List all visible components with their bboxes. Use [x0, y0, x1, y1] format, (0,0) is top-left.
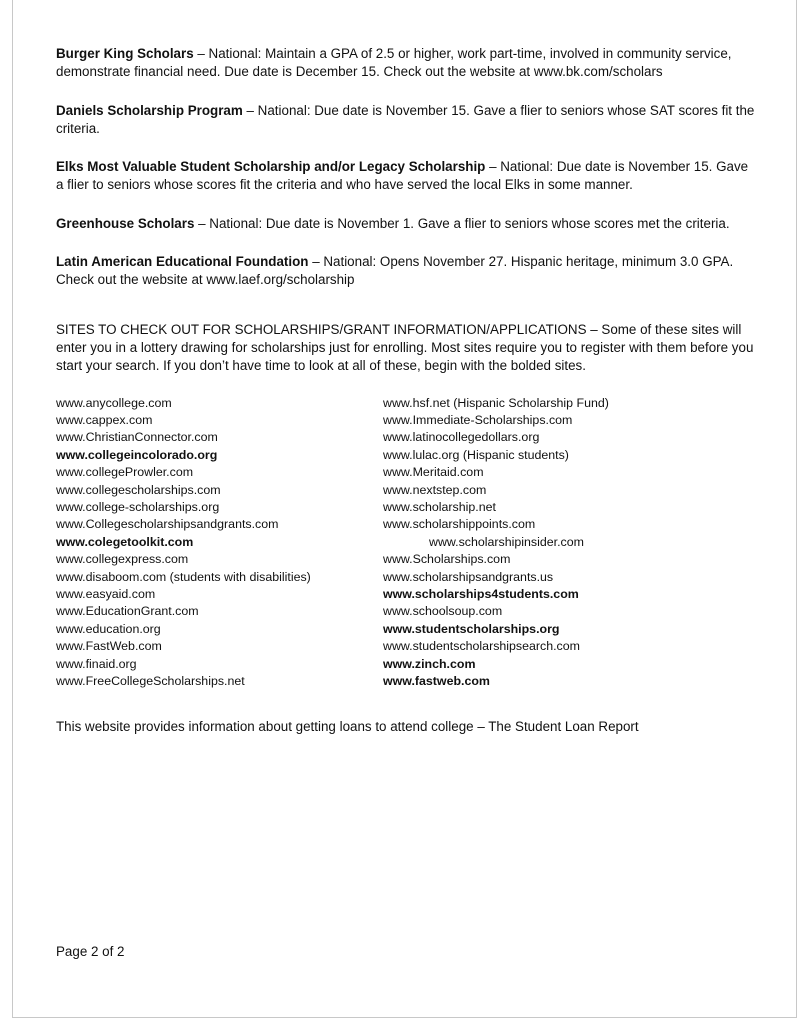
- scholarship-name: Daniels Scholarship Program: [56, 102, 243, 118]
- site-link: www.schoolsoup.com: [383, 604, 503, 619]
- site-link: www.EducationGrant.com: [56, 604, 199, 619]
- scholarship-name: Latin American Educational Foundation: [56, 254, 309, 270]
- site-link: www.lulac.org (Hispanic students): [383, 447, 569, 462]
- scholarship-details: – National: Due date is November 1. Gave a flier to seniors whose scores met the criteria.: [194, 215, 730, 231]
- scholarship-details: – National: Maintain a GPA of 2.5 or higher, work part-time, involved in community service, demonstrate financial need. Due date is December 15. Check out the website at www.bk.com/scholars: [56, 46, 732, 80]
- site-link: www.scholarshipsandgrants.us: [383, 569, 554, 584]
- site-link: www.collegeProwler.com: [56, 465, 194, 480]
- site-link: www.nextstep.com: [383, 482, 487, 497]
- site-link: www.education.org: [56, 621, 161, 636]
- site-link: www.scholarship.net: [383, 500, 496, 514]
- site-link: www.cappex.com: [56, 412, 153, 427]
- site-link: www.college-scholarships.org: [56, 500, 220, 514]
- site-link: www.disaboom.com (students with disabilities): [56, 569, 311, 584]
- site-link: www.Scholarships.com: [383, 552, 511, 567]
- site-link: www.Collegescholarshipsandgrants.com: [56, 517, 279, 532]
- site-link: www.studentscholarshipsearch.com: [383, 639, 580, 654]
- scholarship-entry: [56, 253, 756, 290]
- scholarship-entry: [56, 215, 756, 233]
- site-link: www.collegeincolorado.org: [56, 447, 218, 462]
- loan-note: This website provides information about getting loans to attend college – The Student Loan Report: [56, 719, 639, 735]
- site-link: www.anycollege.com: [56, 395, 172, 410]
- site-link: www.FastWeb.com: [56, 639, 162, 654]
- site-link: www.scholarshipinsider.com: [429, 534, 584, 549]
- scholarship-list: [56, 45, 756, 290]
- site-link: www.studentscholarships.org: [383, 621, 560, 636]
- scholarship-name: Burger King Scholars: [56, 46, 194, 61]
- scholarship-entry: [56, 158, 756, 195]
- site-list-left: [56, 395, 383, 691]
- site-link: www.easyaid.com: [56, 587, 156, 602]
- scholarship-entry: [56, 45, 756, 82]
- site-link: www.finaid.org: [56, 656, 137, 671]
- site-link: www.colegetoolkit.com: [56, 534, 194, 549]
- page-number: Page 2 of 2: [56, 944, 125, 959]
- site-link: www.latinocollegedollars.org: [383, 430, 540, 445]
- scholarship-details: – National: Due date is November 15. Gave a flier to seniors whose SAT scores fit the criteria.: [56, 102, 755, 136]
- scholarship-details: – National: Due date is November 15. Gave a flier to seniors whose scores fit the criteria and who have served the local Elks in some manner.: [56, 159, 749, 193]
- site-link: www.Immediate-Scholarships.com: [383, 412, 573, 427]
- site-columns: [56, 395, 756, 691]
- scholarship-entry: [56, 102, 756, 139]
- site-link: www.collegexpress.com: [56, 552, 189, 567]
- site-link: www.collegescholarships.com: [56, 482, 221, 497]
- site-link: www.FreeCollegeScholarships.net: [56, 674, 245, 689]
- scholarship-name: Elks Most Valuable Student Scholarship and/or Legacy Scholarship: [56, 159, 486, 175]
- site-link: www.scholarships4students.com: [383, 587, 579, 602]
- sites-intro: SITES TO CHECK OUT FOR SCHOLARSHIPS/GRANT INFORMATION/APPLICATIONS – Some of these sites will enter you in a lottery drawing for scholarships just for enrolling. Most sites require you to register with them before you start your search. If you don’t have time to look at all of these, begin with the bolded sites.: [56, 321, 754, 374]
- scholarship-details: – National: Opens November 27. Hispanic heritage, minimum 3.0 GPA. Check out the website at www.laef.org/scholarship: [56, 254, 734, 288]
- site-link: www.scholarshippoints.com: [383, 517, 536, 532]
- site-link: www.hsf.net (Hispanic Scholarship Fund): [383, 395, 609, 410]
- site-link: www.Meritaid.com: [383, 465, 484, 480]
- site-link: www.ChristianConnector.com: [56, 430, 218, 445]
- site-list-right: [383, 395, 743, 691]
- site-link: www.zinch.com: [383, 656, 476, 671]
- scholarship-name: Greenhouse Scholars: [56, 215, 195, 231]
- site-link: www.fastweb.com: [383, 674, 490, 689]
- document-body: [56, 45, 756, 750]
